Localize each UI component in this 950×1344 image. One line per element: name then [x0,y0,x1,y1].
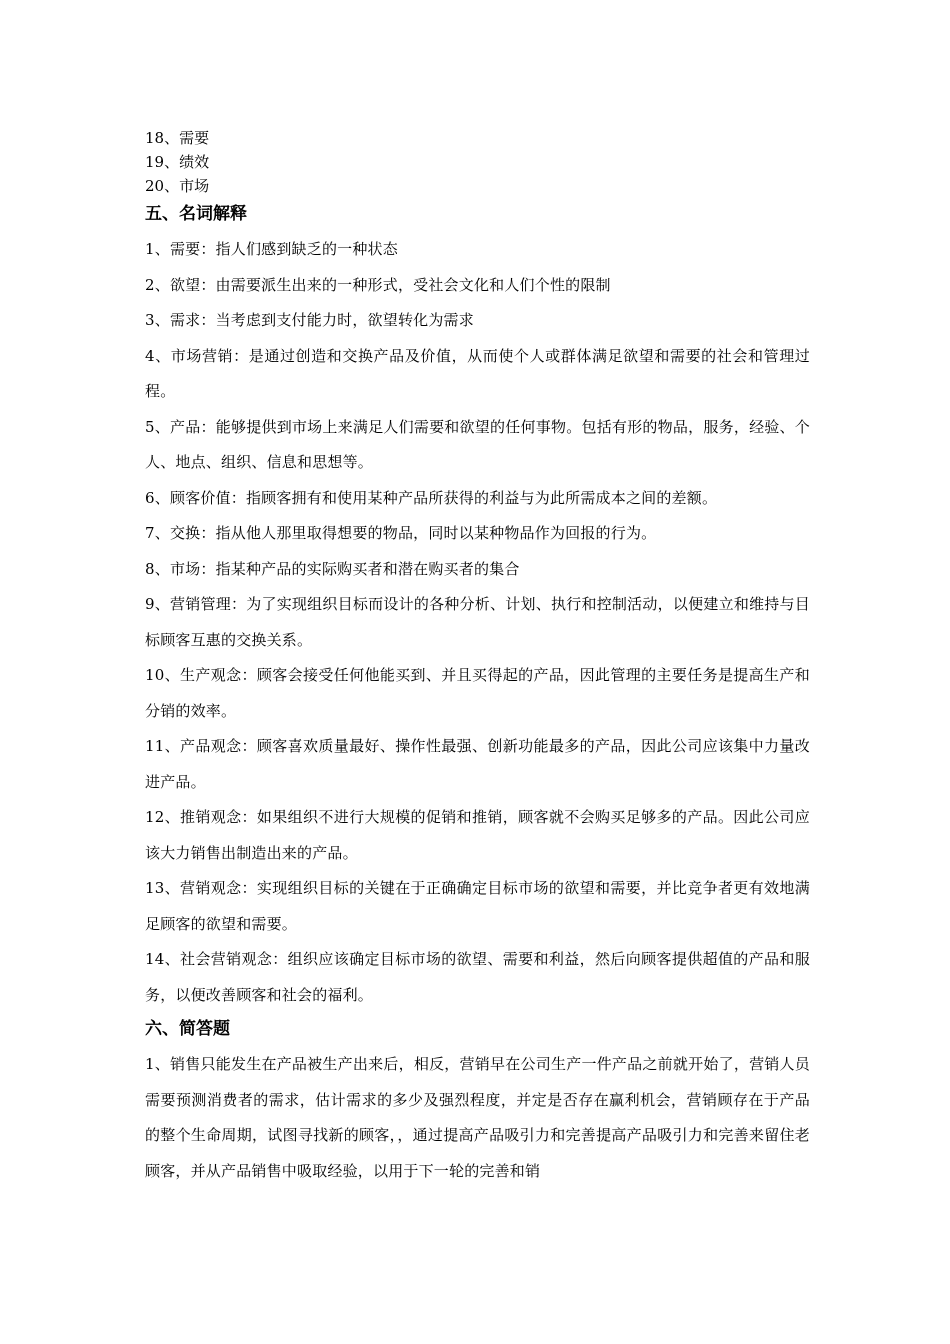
definition-item: 14、社会营销观念：组织应该确定目标市场的欲望、需要和利益，然后向顾客提供超值的产品和服务，以便改善顾客和社会的福利。 [145,950,810,1004]
definition-item: 11、产品观念：顾客喜欢质量最好、操作性最强、创新功能最多的产品，因此公司应该集中力量改进产品。 [145,737,810,791]
definition-item: 9、营销管理：为了实现组织目标而设计的各种分析、计划、执行和控制活动，以便建立和维持与目标顾客互惠的交换关系。 [145,595,810,649]
definition-item: 12、推销观念：如果组织不进行大规模的促销和推销，顾客就不会购买足够多的产品。因此公司应该大力销售出制造出来的产品。 [145,808,810,862]
definition-item: 2、欲望：由需要派生出来的一种形式，受社会文化和人们个性的限制 [145,275,611,294]
definition-item: 10、生产观念：顾客会接受任何他能买到、并且买得起的产品，因此管理的主要任务是提高生产和分销的效率。 [145,666,810,720]
section-heading-short-answer: 六、简答题 [145,1019,230,1039]
answer-item: 1、销售只能发生在产品被生产出来后，相反，营销早在公司生产一件产品之前就开始了，营销人员需要预测消费者的需求，估计需求的多少及强烈程度，并定是否存在赢利机会，营销顾存在于产品的整个生命周期，试图寻找新的顾客，，通过提高产品吸引力和完善提高产品吸引力和完善来留住老顾客，并从产品销售中吸取经验，以用于下一轮的完善和销 [145,1055,810,1180]
definition-item: 6、顾客价值：指顾客拥有和使用某种产品所获得的利益与为此所需成本之间的差额。 [145,488,718,507]
list-item: 19、绩效 [145,153,210,171]
definition-item: 8、市场：指某种产品的实际购买者和潜在购买者的集合 [145,559,520,578]
definition-item: 5、产品：能够提供到市场上来满足人们需要和欲望的任何事物。包括有形的物品，服务，经验、个人、地点、组织、信息和思想等。 [145,417,810,471]
document-page [145,126,810,1189]
section-heading-definitions: 五、名词解释 [145,204,247,224]
definition-item: 7、交换：指从他人那里取得想要的物品，同时以某种物品作为回报的行为。 [145,524,657,542]
definition-item: 1、需要：指人们感到缺乏的一种状态 [145,240,398,258]
list-item: 18、需要 [145,129,210,147]
list-item: 20、市场 [145,177,210,195]
definition-item: 13、营销观念：实现组织目标的关键在于正确确定目标市场的欲望和需要，并比竞争者更有效地满足顾客的欲望和需要。 [145,879,810,933]
definition-item: 4、市场营销：是通过创造和交换产品及价值，从而使个人或群体满足欲望和需要的社会和管理过程。 [145,346,810,400]
definition-item: 3、需求：当考虑到支付能力时，欲望转化为需求 [145,311,474,329]
